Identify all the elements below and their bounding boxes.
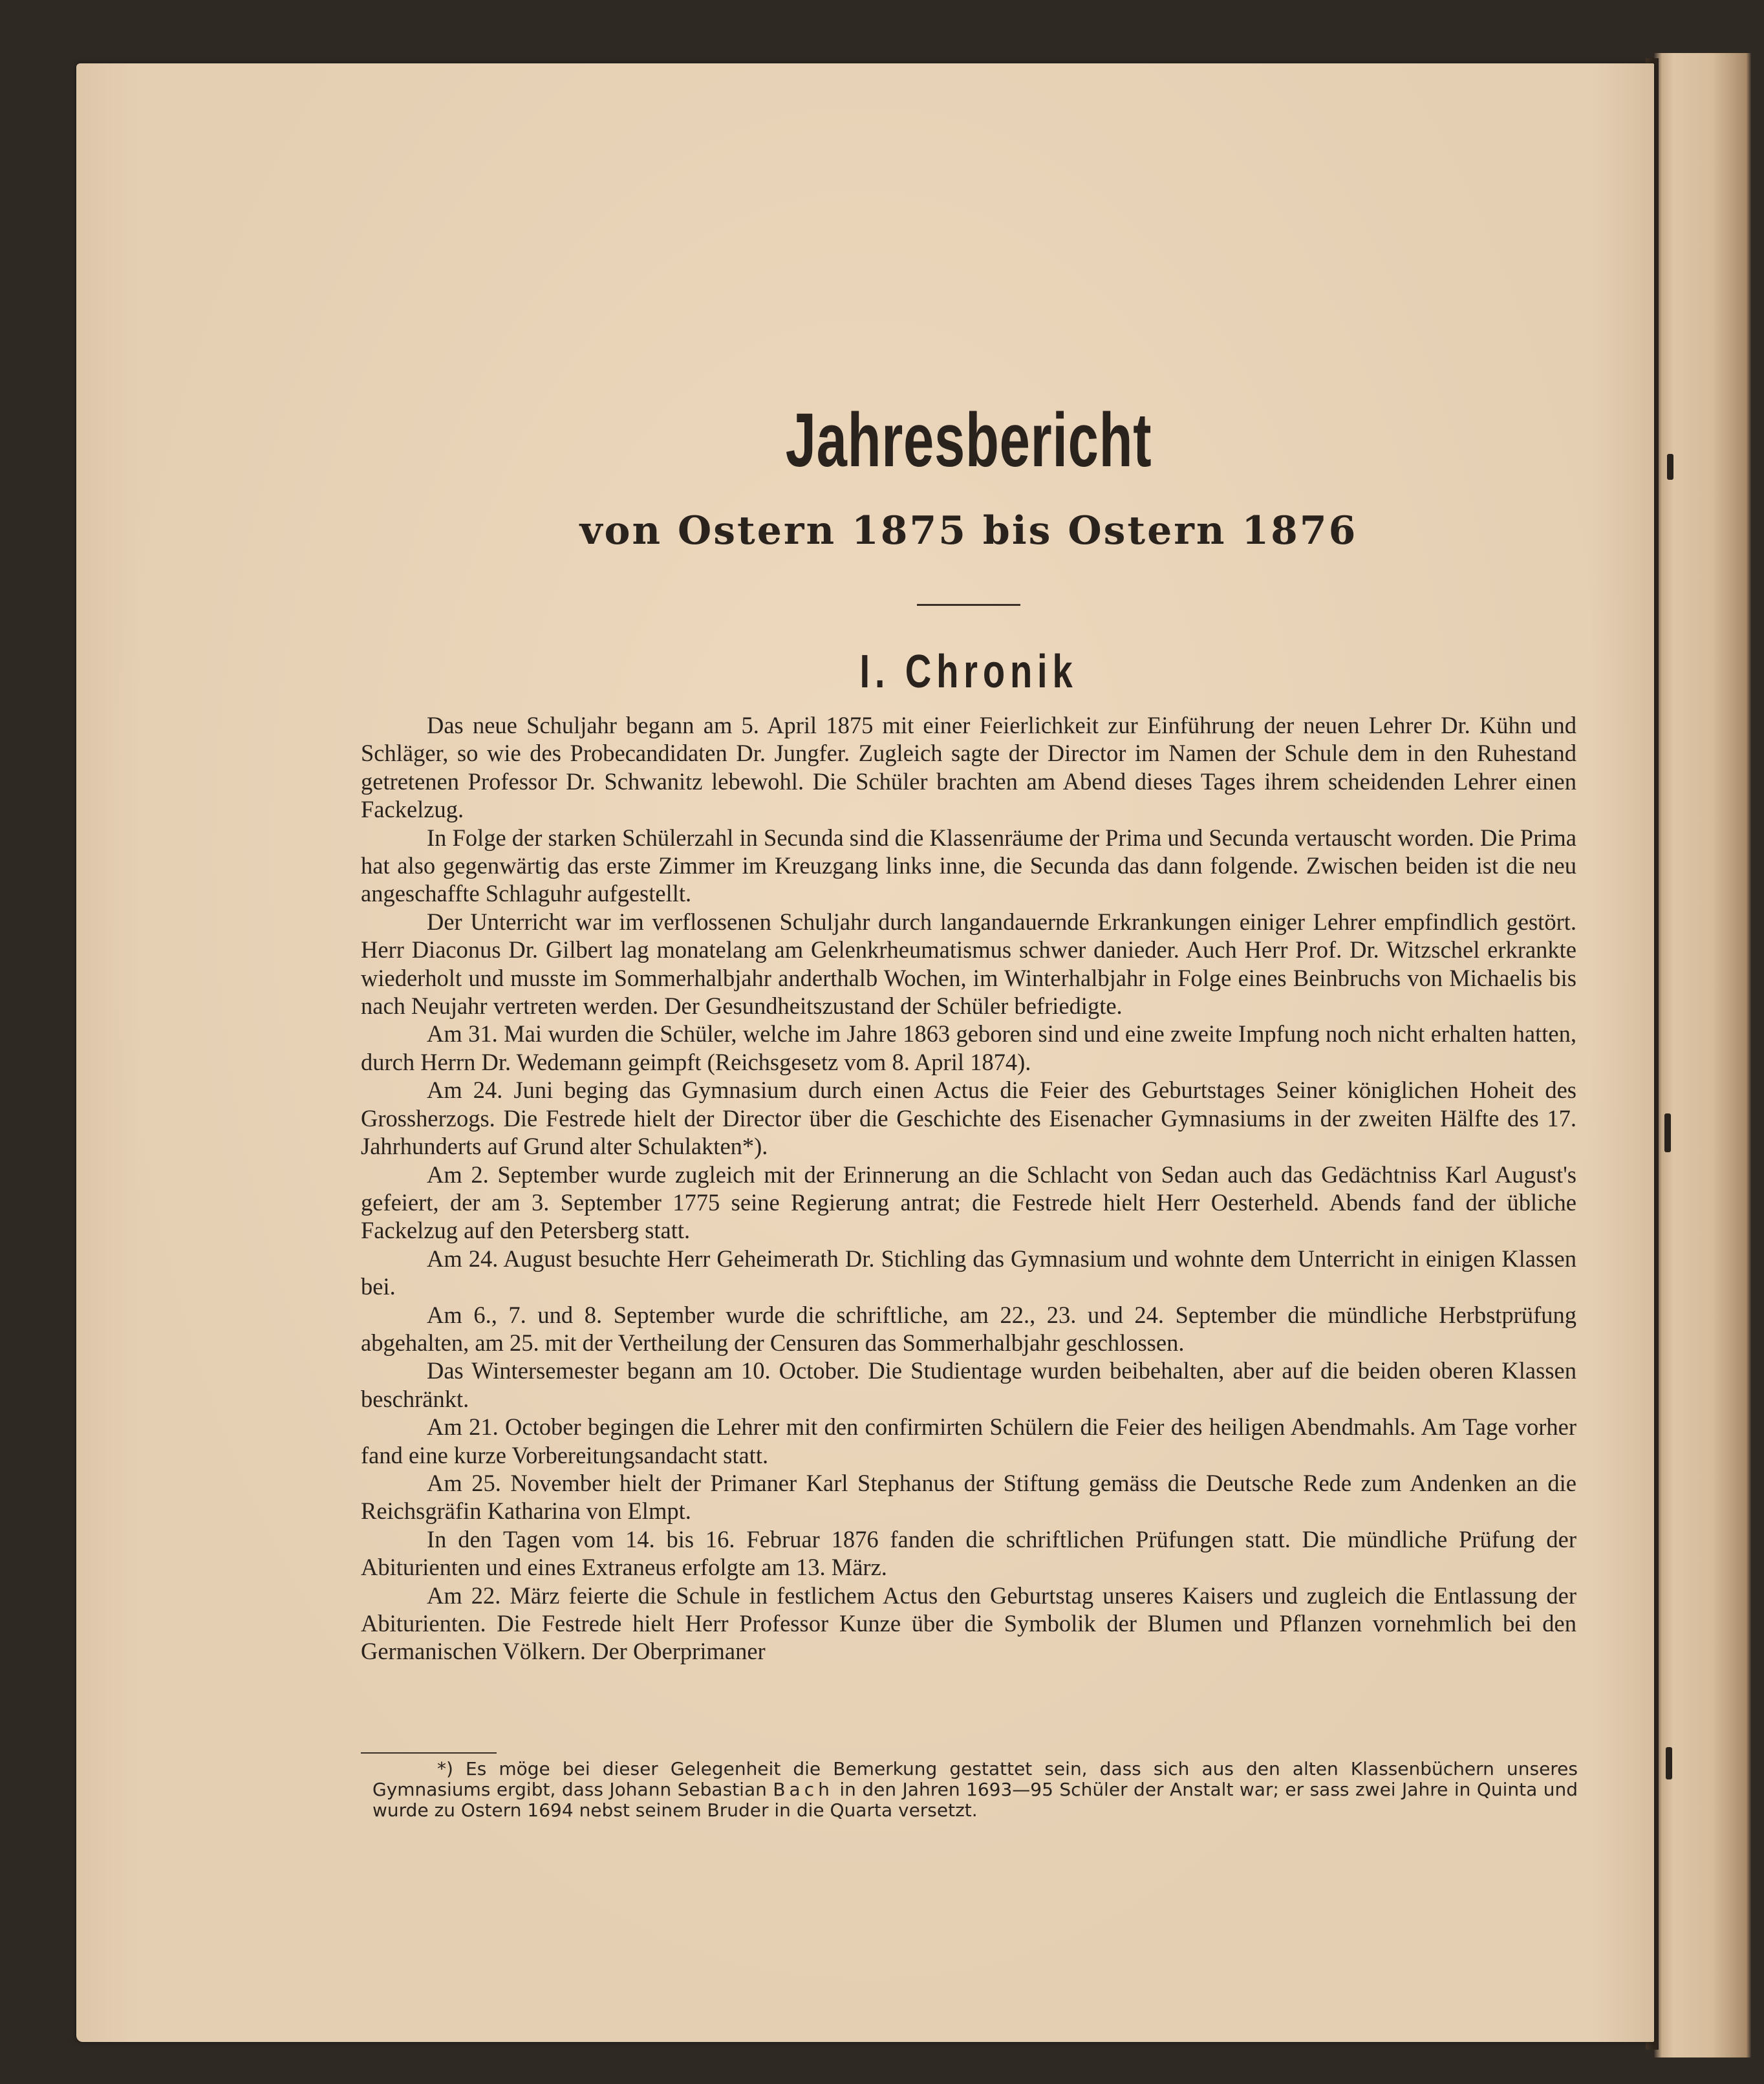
document-subtitle: von Ostern 1875 bis Ostern 1876 <box>579 508 1358 553</box>
title-divider <box>917 604 1020 606</box>
footnote <box>372 1759 1578 1821</box>
paragraph: Das neue Schuljahr begann am 5. April 1875 mit einer Feierlichkeit zur Einführung der neuen Lehrer Dr. Kühn und Schläger, so wie des Probecandidaten Dr. Jungfer. Zugleich sagte der Director im Namen der Schule dem in den Ruhestand getretenen Professor Dr. Schwanitz lebewohl. Die Schüler brachten am Abend dieses Tages ihrem scheidenden Lehrer einen Fackelzug. <box>361 712 1576 823</box>
footnote-text-end: in den Jahren 1693—95 Schüler der Anstalt war; er sass zwei Jahre in Quinta und wurde zu Ostern 1694 nebst seinem Bruder in die Quarta versetzt. <box>372 1779 1578 1821</box>
facing-page-edge <box>1654 53 1751 2057</box>
footnote-text-start: *) Es möge bei dieser Gelegenheit die Bemerkung gestattet sein, dass sich aus den alten Klassenbüchern unseres Gymnasiums ergibt, dass Johann Sebastian <box>372 1758 1578 1800</box>
paragraph: Am 22. März feierte die Schule in festlichem Actus den Geburtstag unseres Kaisers und zugleich die Entlassung der Abiturienten. Die Festrede hielt Herr Professor Kunze über die Symbolik der Blumen und Pflanzen vornehmlich bei den Germanischen Völkern. Der Oberprimaner <box>361 1582 1576 1665</box>
chronicle-body <box>361 711 1576 1666</box>
document-page <box>76 63 1654 2042</box>
paragraph: Am 21. October begingen die Lehrer mit den confirmirten Schülern die Feier des heiligen Abendmahls. Am Tage vorher fand eine kurze Vorbereitungsandacht statt. <box>361 1413 1576 1468</box>
paragraph: Am 24. Juni beging das Gymnasium durch einen Actus die Feier des Geburtstages Seiner königlichen Hoheit des Grossherzogs. Die Festrede hielt der Director über die Geschichte des Eisenacher Gymnasiums in der zweiten Hälfte des 17. Jahrhunderts auf Grund alter Schulakten*). <box>361 1077 1576 1160</box>
paragraph: Am 2. September wurde zugleich mit der Erinnerung an die Schlacht von Sedan auch das Gedächtniss Karl August's gefeiert, der am 3. September 1775 seine Regierung antrat; die Festrede hielt Herr Oesterheld. Abends fand der übliche Fackelzug auf den Petersberg statt. <box>361 1161 1576 1244</box>
paragraph: Das Wintersemester begann am 10. October. Die Studientage wurden beibehalten, aber auf die beiden oberen Klassen beschränkt. <box>361 1357 1576 1412</box>
paragraph: Am 6., 7. und 8. September wurde die schriftliche, am 22., 23. und 24. September die mündliche Herbstprüfung abgehalten, am 25. mit der Vertheilung der Censuren das Sommerhalbjahr geschlossen. <box>361 1301 1576 1356</box>
footnote-divider <box>361 1752 497 1754</box>
paragraph: Der Unterricht war im verflossenen Schuljahr durch langandauernde Erkrankungen einiger Lehrer empfindlich gestört. Herr Diaconus Dr. Gilbert lag monatelang am Gelenkrheumatismus schwer danieder. Auch Herr Prof. Dr. Witzschel erkrankte wiederholt und musste im Sommerhalbjahr anderthalb Wochen, im Winterhalbjahr in Folge eines Beinbruchs von Michaelis bis nach Neujahr vertreten werden. Der Gesundheitszustand der Schüler befriedigte. <box>361 908 1576 1020</box>
document-title: Jahresbericht <box>785 398 1152 483</box>
paragraph: Am 31. Mai wurden die Schüler, welche im Jahre 1863 geboren sind und eine zweite Impfung noch nicht erhalten hatten, durch Herrn Dr. Wedemann geimpft (Reichsgesetz vom 8. April 1874). <box>361 1020 1576 1075</box>
edge-mark <box>1666 1747 1672 1779</box>
paragraph: In Folge der starken Schülerzahl in Secunda sind die Klassenräume der Prima und Secunda vertauscht worden. Die Prima hat also gegenwärtig das erste Zimmer im Kreuzgang links inne, die Secunda das dann folgende. Zwischen beiden ist die neu angeschaffte Schlaguhr aufgestellt. <box>361 824 1576 907</box>
section-heading: I. Chronik <box>859 646 1078 698</box>
paragraph: Am 25. November hielt der Primaner Karl Stephanus der Stiftung gemäss die Deutsche Rede zum Andenken an die Reichsgräfin Katharina von Elmpt. <box>361 1469 1576 1525</box>
edge-mark <box>1664 1113 1671 1152</box>
footnote-name-emphasis: Bach <box>773 1779 834 1800</box>
paragraph: Am 24. August besuchte Herr Geheimerath Dr. Stichling das Gymnasium und wohnte dem Unterricht in einigen Klassen bei. <box>361 1245 1576 1300</box>
paragraph: In den Tagen vom 14. bis 16. Februar 1876 fanden die schriftlichen Prüfungen statt. Die mündliche Prüfung der Abiturienten und eines Extraneus erfolgte am 13. März. <box>361 1525 1576 1581</box>
edge-mark <box>1667 454 1673 480</box>
